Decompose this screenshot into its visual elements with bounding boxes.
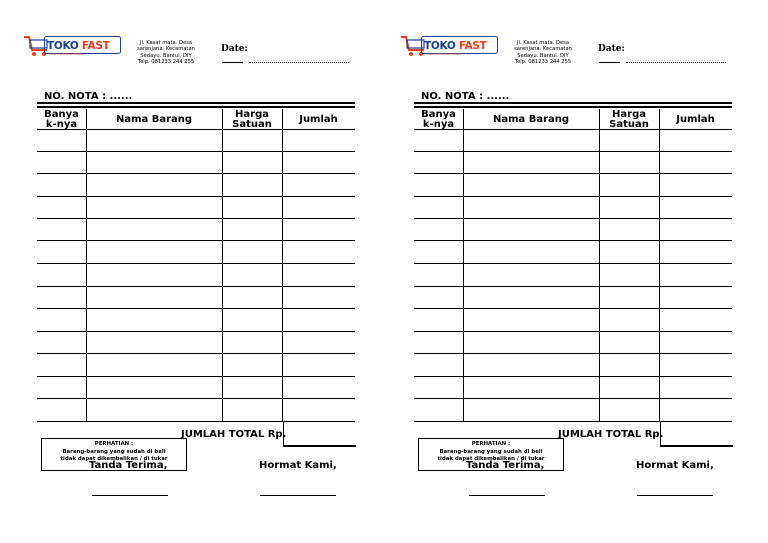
address-line: Sedayu. Bantul. DIY — [517, 52, 569, 59]
receipt-form-right — [414, 30, 732, 510]
logo-word-fast: FAST — [81, 40, 110, 52]
logo-word-toko: TOKO — [424, 40, 456, 52]
date-field-dotted-line — [626, 62, 726, 63]
logo-word-toko: TOKO — [47, 40, 79, 52]
notice-title: PERHATIAN : — [94, 441, 134, 447]
table-row-line — [414, 376, 732, 377]
grand-total-box — [660, 422, 733, 447]
grand-total-box — [283, 422, 356, 447]
sender-signature-label: Hormat Kami, — [636, 460, 714, 471]
header-qty: Banya k-nya — [44, 109, 79, 130]
header-unit-price: Harga Satuan — [609, 109, 649, 130]
table-row-line — [37, 263, 355, 264]
items-table — [414, 102, 732, 452]
table-row-line — [37, 286, 355, 287]
table-row-line — [414, 173, 732, 174]
table-row-line — [414, 218, 732, 219]
toko-fast-logo — [23, 34, 135, 60]
table-row-line — [414, 240, 732, 241]
table-top-border — [37, 102, 355, 104]
table-row-line — [37, 218, 355, 219]
table-row-line — [414, 398, 732, 399]
address-line: Sedayu. Bantul. DIY — [140, 52, 192, 59]
store-address — [125, 40, 207, 66]
table-row-line — [414, 196, 732, 197]
date-label: Date: — [598, 44, 625, 54]
receiver-signature-label: Tanda Terima, — [466, 460, 545, 471]
date-label: Date: — [221, 44, 248, 54]
table-row-line — [414, 308, 732, 309]
table-row-line — [37, 173, 355, 174]
table-row-line — [37, 151, 355, 152]
notice-line: tidak dapat dikembalikan / di tukar — [60, 456, 168, 462]
address-line: Jl. Kasat mata. Desa — [516, 40, 570, 46]
date-field-line — [222, 62, 243, 63]
sender-signature-label: Hormat Kami, — [259, 460, 337, 471]
address-line: sarenjana. Kecamatan — [514, 46, 572, 53]
sender-signature-line — [637, 495, 713, 496]
store-address — [502, 40, 584, 66]
logo-wordmark — [47, 40, 109, 52]
table-row-line — [37, 331, 355, 332]
table-top-border — [37, 106, 355, 108]
logo-tagline: TOKO ELEKTRONIK TERBAIK — [49, 53, 84, 56]
header-item-name: Nama Barang — [115, 114, 193, 125]
table-top-border — [414, 106, 732, 108]
nota-number-label: NO. NOTA : ...... — [421, 91, 510, 102]
table-row-line — [414, 286, 732, 287]
notice-title: PERHATIAN : — [471, 441, 511, 447]
logo-tagline: TOKO ELEKTRONIK TERBAIK — [426, 53, 461, 56]
table-row-line — [414, 353, 732, 354]
notice-line: Barang-barang yang sudah di beli — [62, 448, 166, 455]
grand-total-label: JUMLAH TOTAL Rp. — [181, 429, 287, 440]
table-row-line — [37, 308, 355, 309]
nota-number-label: NO. NOTA : ...... — [44, 91, 133, 102]
date-field-dotted-line — [249, 62, 349, 63]
address-line: sarenjana. Kecamatan — [137, 46, 195, 53]
address-line: Telp. 081233 244 255 — [137, 59, 195, 66]
notice-line: Barang-barang yang sudah di beli — [439, 448, 543, 455]
logo-wordmark — [424, 40, 486, 52]
receipt-form-left — [37, 30, 355, 510]
address-line: Telp. 081233 244 255 — [514, 59, 572, 66]
items-table — [37, 102, 355, 452]
receiver-signature-line — [469, 495, 545, 496]
header-amount: Jumlah — [299, 114, 338, 125]
table-row-line — [414, 129, 732, 130]
table-row-line — [414, 331, 732, 332]
receiver-signature-label: Tanda Terima, — [89, 460, 168, 471]
receiver-signature-line — [92, 495, 168, 496]
table-row-line — [37, 240, 355, 241]
header-unit-price: Harga Satuan — [232, 109, 272, 130]
header-amount: Jumlah — [676, 114, 715, 125]
table-row-line — [37, 196, 355, 197]
table-row-line — [37, 376, 355, 377]
table-row-line — [414, 263, 732, 264]
grand-total-label: JUMLAH TOTAL Rp. — [558, 429, 664, 440]
notice-line: tidak dapat dikembalikan / di tukar — [437, 456, 545, 462]
table-row-line — [414, 151, 732, 152]
sender-signature-line — [260, 495, 336, 496]
table-row-line — [37, 398, 355, 399]
header-qty: Banya k-nya — [421, 109, 456, 130]
table-row-line — [37, 129, 355, 130]
table-top-border — [414, 102, 732, 104]
toko-fast-logo — [400, 34, 512, 60]
table-row-line — [37, 353, 355, 354]
logo-word-fast: FAST — [458, 40, 487, 52]
address-line: Jl. Kasat mata. Desa — [139, 40, 193, 46]
date-field-line — [599, 62, 620, 63]
header-item-name: Nama Barang — [492, 114, 570, 125]
